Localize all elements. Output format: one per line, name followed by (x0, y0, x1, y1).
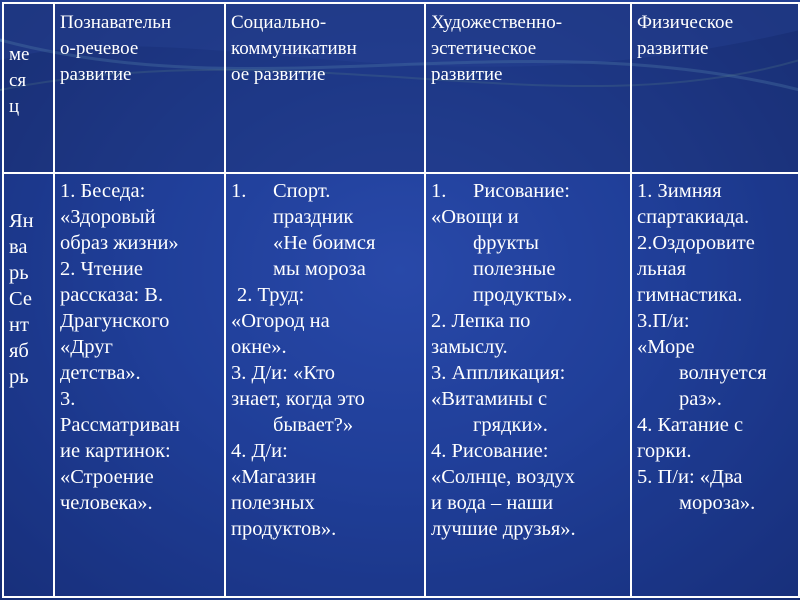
cell-text: фрукты (473, 232, 539, 254)
cell-text: гимнастика. (637, 284, 743, 306)
item-number: 1. (231, 180, 247, 202)
header-text: Познавательн (60, 12, 172, 33)
cell-text: грядки». (473, 414, 548, 436)
cell-text: «Овощи и (431, 206, 519, 228)
cell-text: 1. Беседа: (60, 180, 146, 202)
cell-text: раз». (679, 388, 722, 410)
cell-text: Рисование: (473, 180, 570, 202)
cell-text: замыслу. (431, 336, 508, 358)
cell-text: 5. П/и: «Два (637, 466, 743, 488)
cell-text: праздник (273, 206, 354, 228)
activity-plan-table (2, 2, 800, 598)
month-text: рь (9, 366, 29, 388)
cell-text: льная (637, 258, 687, 280)
cell-text: 3. Д/и: «Кто (231, 362, 336, 384)
table-header-row (3, 3, 799, 173)
cell-text: Драгунского (60, 310, 170, 332)
cognitive-cell (54, 173, 225, 597)
cell-text: 2. Труд: (237, 284, 305, 306)
header-social (225, 3, 425, 173)
numbered-item (431, 178, 626, 204)
month-text: Се (9, 288, 33, 310)
cell-text: «Море (637, 336, 695, 358)
month-text: нт (9, 314, 29, 336)
cell-text: 2. Лепка по (431, 310, 531, 332)
header-text: развитие (60, 64, 132, 85)
numbered-item (231, 178, 420, 204)
header-text: эстетическое (431, 38, 537, 59)
cell-text: 4. Катание с (637, 414, 744, 436)
header-text: Физическое (637, 12, 734, 33)
table-row (3, 173, 799, 597)
header-text: ся (9, 70, 27, 91)
cell-text: 4. Рисование: (431, 440, 549, 462)
cell-text: «Огород на (231, 310, 330, 332)
cell-text: ие картинок: (60, 440, 171, 462)
header-text: о-речевое (60, 38, 139, 59)
cell-text: продукты». (473, 284, 573, 306)
cell-text: Рассматриван (60, 414, 181, 436)
cell-text: человека». (60, 492, 153, 514)
cell-text: Спорт. (273, 180, 331, 202)
artistic-cell (425, 173, 631, 597)
cell-text: 1. Зимняя (637, 180, 722, 202)
cell-text: «Строение (60, 466, 154, 488)
cell-text: окне». (231, 336, 287, 358)
header-cognitive (54, 3, 225, 173)
header-text: ц (9, 96, 20, 117)
physical-cell (631, 173, 799, 597)
month-text: ва (9, 236, 28, 258)
cell-text: «Солнце, воздух (431, 466, 575, 488)
item-number: 1. (431, 180, 447, 202)
header-text: развитие (637, 38, 709, 59)
cell-text: 2. Чтение (60, 258, 143, 280)
cell-text: 3. Аппликация: (431, 362, 566, 384)
cell-text: 3. (60, 388, 76, 410)
cell-text: горки. (637, 440, 692, 462)
header-text: ме (9, 44, 30, 65)
cell-text: «Друг (60, 336, 113, 358)
cell-text: мороза». (679, 492, 756, 514)
cell-text: бывает?» (273, 414, 354, 436)
cell-text: образ жизни» (60, 232, 179, 254)
header-physical (631, 3, 799, 173)
cell-text: спартакиада. (637, 206, 750, 228)
cell-text: полезных (231, 492, 315, 514)
header-text: коммуникативн (231, 38, 357, 59)
cell-text: детства». (60, 362, 141, 384)
header-artistic (425, 3, 631, 173)
header-month (3, 3, 54, 173)
cell-text: «Магазин (231, 466, 317, 488)
month-text: Ян (9, 210, 34, 232)
header-text: Художественно- (431, 12, 563, 33)
month-text: яб (9, 340, 29, 362)
header-text: Социально- (231, 12, 327, 33)
cell-text: 3.П/и: (637, 310, 690, 332)
cell-text: полезные (473, 258, 556, 280)
cell-text: знает, когда это (231, 388, 365, 410)
cell-text: продуктов». (231, 518, 337, 540)
cell-text: 2.Оздоровите (637, 232, 755, 254)
cell-text: и вода – наши (431, 492, 554, 514)
cell-text: 4. Д/и: (231, 440, 288, 462)
month-text: рь (9, 262, 29, 284)
social-cell (225, 173, 425, 597)
month-cell (3, 173, 54, 597)
cell-text: «Не боимся (273, 232, 376, 254)
cell-text: лучшие друзья». (431, 518, 576, 540)
cell-text: волнуется (679, 362, 767, 384)
cell-text: «Витамины с (431, 388, 548, 410)
header-text: ое развитие (231, 64, 326, 85)
cell-text: рассказа: В. (60, 284, 164, 306)
cell-text: «Здоровый (60, 206, 156, 228)
header-text: развитие (431, 64, 503, 85)
cell-text: мы мороза (273, 258, 366, 280)
